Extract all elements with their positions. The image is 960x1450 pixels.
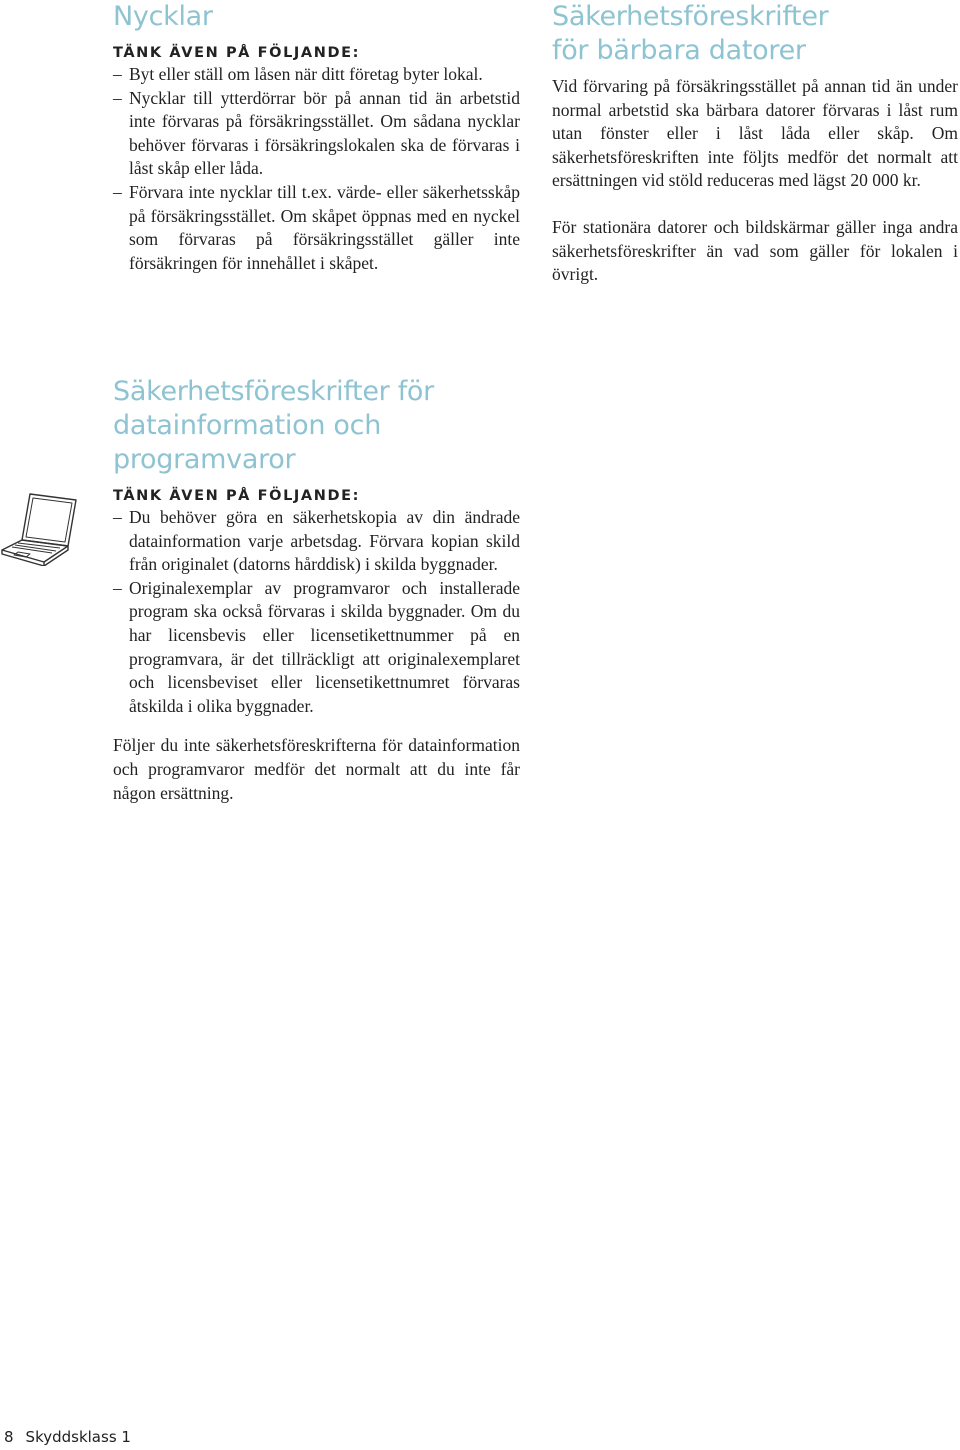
- list-item: – Originalexemplar av programvaror och installerade program ska också förvaras i skilda byggnader. Om du har licensbevis eller licensetikettnummer på en programvara, är det tillräckligt att originalexemplaret och licensbeviset eller licensetikettnumret förvaras åtskilda i olika byggnader.: [113, 577, 520, 719]
- keys-subheading: TÄNK ÄVEN PÅ FÖLJANDE:: [113, 45, 361, 61]
- laptop-icon: [0, 490, 80, 566]
- laptops-heading: Säkerhetsföreskrifter för bärbara datorer: [552, 1, 829, 66]
- keys-heading: Nycklar: [113, 1, 213, 32]
- list-item: – Du behöver göra en säkerhetskopia av din ändrade datainformation varje arbetsdag. Förvara kopian skild från originalet (datorns hårddisk) i skilda byggnader.: [113, 506, 520, 577]
- data-closing: Följer du inte säkerhetsföreskrifterna för datainformation och programvaror medför det normalt att du inte får någon ersättning.: [113, 735, 520, 803]
- data-list: [113, 506, 520, 718]
- list-item: – Nycklar till ytterdörrar bör på annan tid än arbetstid inte förvaras på försäkringsstället. Om sådana nycklar behöver förvaras i försäkringslokalen ska de förvaras i låst skåp eller låda.: [113, 87, 520, 181]
- laptops-paragraph: Vid förvaring på försäkringsstället på annan tid än under normal arbetstid ska bärbara datorer förvaras i låst rum utan fönster eller i låst låda eller skåp. Om säkerhetsföreskriften inte följts medför det normalt att ersättningen vid stöld reduceras med lägst 20 000 kr.: [552, 76, 958, 191]
- data-heading: Säkerhetsföreskrifter för datainformation och programvaror: [113, 376, 434, 475]
- keys-list: [113, 63, 520, 275]
- footer-title: Skyddsklass 1: [25, 1428, 131, 1446]
- data-section: [113, 375, 520, 805]
- laptops-paragraph: För stationära datorer och bildskärmar gäller inga andra säkerhetsföreskrifter än vad som gäller för lokalen i övrigt.: [552, 216, 958, 285]
- laptops-section: [552, 0, 958, 287]
- list-item: – Förvara inte nycklar till t.ex. värde- eller säkerhetsskåp på försäkringsstället. Om skåpet öppnas med en nyckel som förvaras på försäkringsstället gäller inte försäkringen för innehållet i skåpet.: [113, 181, 520, 275]
- data-subheading: TÄNK ÄVEN PÅ FÖLJANDE:: [113, 488, 361, 504]
- keys-section: [113, 0, 520, 275]
- list-item: – Byt eller ställ om låsen när ditt företag byter lokal.: [113, 63, 520, 87]
- page-footer: [4, 1428, 131, 1446]
- page-number: 8: [4, 1428, 14, 1446]
